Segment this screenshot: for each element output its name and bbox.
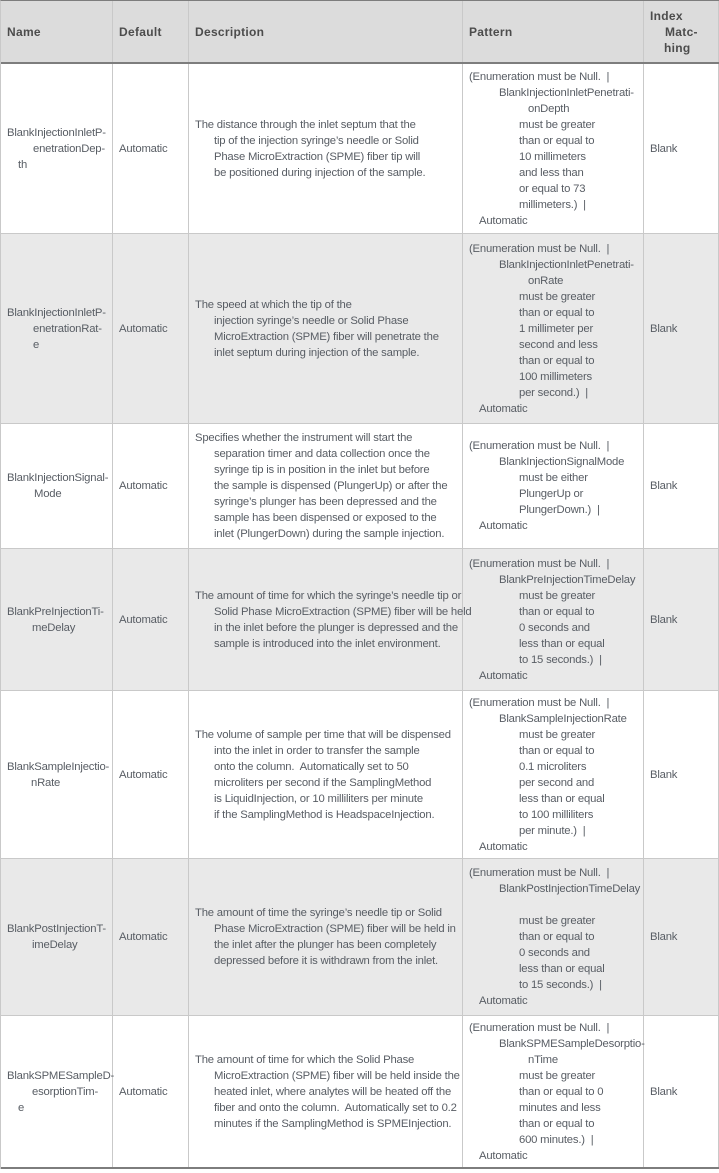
text-line: MicroExtraction (SPME) fiber will penetrate the xyxy=(214,330,439,343)
text-line: must be either xyxy=(519,472,588,484)
text-line: than or equal to xyxy=(519,744,595,757)
text-line: to 100 milliliters xyxy=(519,808,594,821)
text-line: or equal to 73 xyxy=(519,182,586,195)
pattern-cell xyxy=(463,234,644,423)
text-line: (Enumeration must be Null. | xyxy=(469,440,610,452)
text-line: e xyxy=(18,1101,25,1114)
text-line: BlankSPMESampleDesorptio- xyxy=(499,1037,645,1050)
text-line: minutes and less xyxy=(519,1101,601,1114)
text-line: Automatic xyxy=(119,480,168,492)
text-line: Automatic xyxy=(119,613,168,626)
text-line: syringe tip is in position in the inlet but before xyxy=(214,464,430,476)
column-header-label: Default xyxy=(119,24,162,39)
description-cell xyxy=(189,549,472,690)
text-line: must be greater xyxy=(519,118,596,131)
text-line: Specifies whether the instrument will start the xyxy=(195,432,413,444)
text-line: Automatic xyxy=(479,520,528,532)
pattern-cell xyxy=(463,549,644,690)
text-line: Automatic xyxy=(119,768,168,781)
text-line: 100 millimeters xyxy=(519,370,592,383)
description-cell xyxy=(189,859,463,1015)
text-line: than or equal to xyxy=(519,931,595,943)
column-header-name xyxy=(1,1,113,62)
text-line: meDelay xyxy=(32,621,76,634)
text-line: BlankInjectionSignal- xyxy=(7,472,109,484)
text-line: Automatic xyxy=(119,322,168,335)
text-line: Phase MicroExtraction (SPME) fiber will be held in xyxy=(214,923,456,935)
default-cell xyxy=(113,234,189,423)
table-row xyxy=(1,64,719,234)
pattern-cell xyxy=(463,1016,644,1167)
text-line: than or equal to xyxy=(519,1117,595,1130)
table-row xyxy=(1,424,719,549)
text-line: heated inlet, where analytes will be heated off the xyxy=(214,1085,452,1098)
table-row xyxy=(1,691,719,859)
index-matching-cell xyxy=(644,234,719,423)
text-line: Blank xyxy=(650,322,678,335)
text-line: Blank xyxy=(650,480,678,492)
table-header xyxy=(1,1,719,62)
column-header-label: Name xyxy=(7,24,41,39)
text-line: (Enumeration must be Null. | xyxy=(469,557,610,570)
text-line: per second and xyxy=(519,776,595,789)
text-line: BlankInjectionInletP- xyxy=(7,306,106,319)
text-line: BlankPostInjectionT- xyxy=(7,923,106,935)
text-line: BlankInjectionSignalMode xyxy=(499,456,625,468)
text-line: second and less xyxy=(519,338,598,351)
text-line: tip of the injection syringe’s needle or Solid xyxy=(214,134,419,147)
name-cell xyxy=(1,64,113,233)
description-cell xyxy=(189,234,463,423)
text-line: th xyxy=(18,158,28,171)
default-cell xyxy=(113,549,189,690)
text-line: Index xyxy=(650,8,683,23)
column-header-description xyxy=(189,1,463,62)
text-line: Automatic xyxy=(119,1085,168,1098)
text-line: Phase MicroExtraction (SPME) fiber tip will xyxy=(214,150,421,163)
name-cell xyxy=(1,691,113,858)
pattern-cell xyxy=(463,424,644,548)
text-line: less than or equal xyxy=(519,963,605,975)
text-line: 0.1 microliters xyxy=(519,760,587,773)
text-line: per second.) | xyxy=(519,386,589,399)
name-cell xyxy=(1,1016,113,1167)
text-line: separation timer and data collection once the xyxy=(214,448,430,460)
text-line: Blank xyxy=(650,142,678,155)
text-line: 600 minutes.) | xyxy=(519,1133,594,1146)
text-line: injection syringe’s needle or Solid Phase xyxy=(214,314,409,327)
text-line: must be greater xyxy=(519,589,596,602)
text-line: The speed at which the tip of the xyxy=(195,298,352,311)
text-line: PlungerDown.) | xyxy=(519,504,600,516)
text-line: Blank xyxy=(650,768,678,781)
default-cell xyxy=(113,691,189,858)
text-line: Solid Phase MicroExtraction (SPME) fiber will be held xyxy=(214,605,472,618)
text-line: and less than xyxy=(519,166,584,179)
text-line: less than or equal xyxy=(519,637,605,650)
column-header-default xyxy=(113,1,189,62)
text-line: the inlet after the plunger has been completely xyxy=(214,939,437,951)
text-line: than or equal to xyxy=(519,354,595,367)
text-line: must be greater xyxy=(519,1069,596,1082)
text-line: BlankSampleInjectionRate xyxy=(499,712,627,725)
text-line: must be greater xyxy=(519,728,596,741)
text-line: BlankPreInjectionTimeDelay xyxy=(499,573,636,586)
name-cell xyxy=(1,424,113,548)
text-line: The amount of time for which the Solid Phase xyxy=(195,1053,415,1066)
text-line: (Enumeration must be Null. | xyxy=(469,70,610,83)
text-line: The amount of time for which the syringe’s needle tip or xyxy=(195,589,462,602)
text-line: to 15 seconds.) | xyxy=(519,653,602,666)
text-line: BlankInjectionInletPenetrati- xyxy=(499,258,634,271)
text-line: Automatic xyxy=(119,142,168,155)
text-line: BlankPostInjectionTimeDelay xyxy=(499,883,641,895)
text-line: BlankSPMESampleD- xyxy=(7,1069,115,1082)
text-line: than or equal to xyxy=(519,605,595,618)
text-line: Automatic xyxy=(119,931,168,943)
text-line: to 15 seconds.) | xyxy=(519,979,602,991)
text-line: The distance through the inlet septum that the xyxy=(195,118,416,131)
text-line: is LiquidInjection, or 10 milliliters per minute xyxy=(214,792,423,805)
text-line: Automatic xyxy=(479,840,528,853)
pattern-cell xyxy=(463,64,644,233)
text-line: Automatic xyxy=(479,214,528,227)
text-line: Automatic xyxy=(479,995,528,1007)
default-cell xyxy=(113,64,189,233)
index-matching-cell xyxy=(644,691,719,858)
text-line: imeDelay xyxy=(32,939,78,951)
text-line: must be greater xyxy=(519,915,596,927)
text-line: than or equal to 0 xyxy=(519,1085,604,1098)
text-line: nTime xyxy=(528,1053,558,1066)
text-line: than or equal to xyxy=(519,134,595,147)
pattern-cell xyxy=(463,859,644,1015)
column-header-index-matching xyxy=(644,1,719,62)
text-line: Automatic xyxy=(479,402,528,415)
text-line: into the inlet in order to transfer the sample xyxy=(214,744,420,757)
text-line: The amount of time the syringe’s needle tip or Solid xyxy=(195,907,442,919)
text-line: Automatic xyxy=(479,1149,528,1162)
text-line: Blank xyxy=(650,931,678,943)
text-line: less than or equal xyxy=(519,792,605,805)
text-line: Blank xyxy=(650,613,678,626)
table-row xyxy=(1,859,719,1016)
text-line: syringe’s plunger has been depressed and the xyxy=(214,496,437,508)
column-header-label: Pattern xyxy=(469,24,513,39)
text-line: 0 seconds and xyxy=(519,947,590,959)
table-body xyxy=(1,64,719,1167)
text-line: 1 millimeter per xyxy=(519,322,594,335)
text-line: than or equal to xyxy=(519,306,595,319)
column-header-label: Description xyxy=(195,24,265,39)
text-line: (Enumeration must be Null. | xyxy=(469,696,610,709)
text-line: onto the column. Automatically set to 50 xyxy=(214,760,409,773)
text-line: inlet (PlungerDown) during the sample injection. xyxy=(214,528,445,540)
text-line xyxy=(469,897,641,913)
text-line: be positioned during injection of the sample. xyxy=(214,166,426,179)
text-line: fiber and onto the column. Automatically set to 0.2 xyxy=(214,1101,457,1114)
default-cell xyxy=(113,424,189,548)
text-line: BlankSampleInjectio- xyxy=(7,760,110,773)
name-cell xyxy=(1,234,113,423)
description-cell xyxy=(189,424,463,548)
text-line: if the SamplingMethod is HeadspaceInjection. xyxy=(214,808,435,821)
index-matching-cell xyxy=(644,424,719,548)
text-line: 0 seconds and xyxy=(519,621,590,634)
text-line: onDepth xyxy=(528,102,570,115)
text-line: inlet septum during injection of the sample. xyxy=(214,346,420,359)
text-line: onRate xyxy=(528,274,564,287)
text-line: enetrationRat- xyxy=(33,322,102,335)
text-line: Matc- xyxy=(665,24,698,39)
text-line: PlungerUp or xyxy=(519,488,584,500)
text-line: Mode xyxy=(34,488,62,500)
text-line: depressed before it is withdrawn from the inlet. xyxy=(214,955,438,967)
text-line: hing xyxy=(664,40,691,55)
text-line: Automatic xyxy=(479,669,528,682)
text-line: nRate xyxy=(31,776,61,789)
text-line: MicroExtraction (SPME) fiber will be held inside the xyxy=(214,1069,460,1082)
text-line: sample has been dispensed or exposed to the xyxy=(214,512,437,524)
table-row xyxy=(1,234,719,424)
name-cell xyxy=(1,549,113,690)
text-line: (Enumeration must be Null. | xyxy=(469,1021,610,1034)
index-matching-cell xyxy=(644,64,719,233)
description-cell xyxy=(189,64,463,233)
index-matching-cell xyxy=(644,859,719,1015)
pattern-cell xyxy=(463,691,644,858)
default-cell xyxy=(113,1016,189,1167)
text-line: esorptionTim- xyxy=(32,1085,99,1098)
text-line: minutes if the SamplingMethod is SPMEInjection. xyxy=(214,1117,452,1130)
text-line: 10 millimeters xyxy=(519,150,586,163)
name-cell xyxy=(1,859,113,1015)
text-line: e xyxy=(33,338,40,351)
table-row xyxy=(1,1016,719,1167)
text-line: microliters per second if the SamplingMethod xyxy=(214,776,432,789)
default-cell xyxy=(113,859,189,1015)
text-line: enetrationDep- xyxy=(33,142,105,155)
text-line: millimeters.) | xyxy=(519,198,586,211)
text-line: The volume of sample per time that will be dispensed xyxy=(195,728,451,741)
table-row xyxy=(1,549,719,691)
text-line: in the inlet before the plunger is depressed and the xyxy=(214,621,458,634)
text-line: (Enumeration must be Null. | xyxy=(469,242,610,255)
description-cell xyxy=(189,1016,463,1167)
description-cell xyxy=(189,691,463,858)
text-line: BlankInjectionInletP- xyxy=(7,126,106,139)
text-line: sample is introduced into the inlet environment. xyxy=(214,637,441,650)
table-bottom-border xyxy=(1,1167,719,1169)
text-line: BlankInjectionInletPenetrati- xyxy=(499,86,634,99)
index-matching-cell xyxy=(644,1016,719,1167)
index-matching-cell xyxy=(644,549,719,690)
text-line: must be greater xyxy=(519,290,596,303)
column-header-pattern xyxy=(463,1,644,62)
text-line: per minute.) | xyxy=(519,824,586,837)
text-line: (Enumeration must be Null. | xyxy=(469,867,610,879)
text-line: BlankPreInjectionTi- xyxy=(7,605,104,618)
text-line: Blank xyxy=(650,1085,678,1098)
text-line: the sample is dispensed (PlungerUp) or after the xyxy=(214,480,448,492)
